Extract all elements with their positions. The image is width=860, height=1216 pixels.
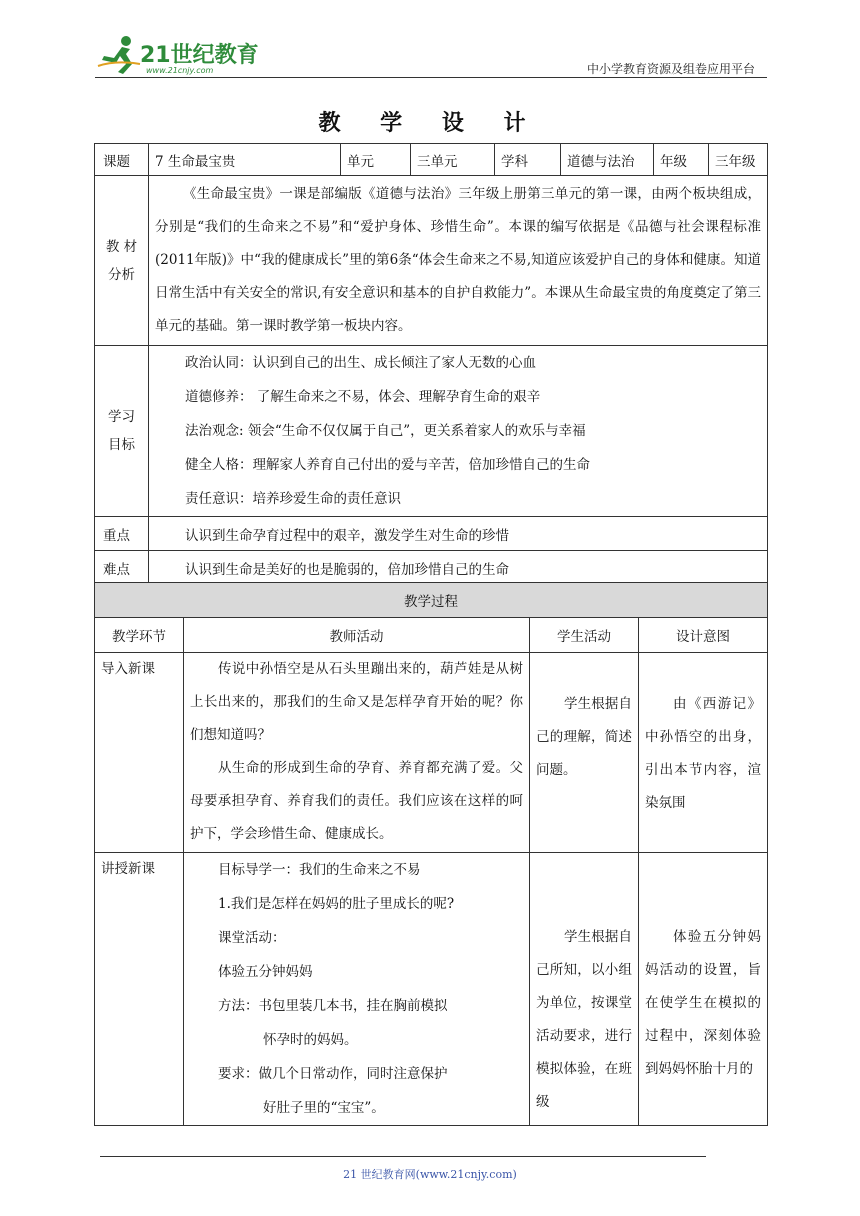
unit-label: 单元 [341,144,411,176]
student-intro: 学生根据自己的理解，简述问题。 [530,653,639,853]
teacher-intro: 传说中孙悟空是从石头里蹦出来的，葫芦娃是从树上长出来的，那我们的生命又是怎样孕育开始的呢？你们想知道吗？ 从生命的形成到生命的孕育、养育都充满了爱。父母要承担孕育、养育我们的责任。我们应该在这样的呵护下，学会珍惜生命、健康成长。 [184,653,530,853]
grade-value: 三年级 [709,144,768,176]
lesson-info-table [94,143,768,585]
subject-value: 道德与法治 [561,144,654,176]
col-stage-header: 教学环节 [95,618,184,653]
platform-name: 中小学教育资源及组卷应用平台 [586,62,755,76]
page-title: 教 学 设 计 [318,110,542,136]
analysis-text: 《生命最宝贵》一课是部编版《道德与法治》三年级上册第三单元的第一课，由两个板块组成，分别是“我们的生命来之不易”和“爱护身体、珍惜生命”。本课的编写依据是《品德与社会课程标准(2011年版)》中“我的健康成长”里的第6条“体会生命来之不易,知道应该爱护自己的身体和健康。知道日常生活中有关安全的常识,有安全意识和基本的自护自救能力”。本课从生命最宝贵的角度奠定了第三单元的基础。第一课时教学第一板块内容。 [149,176,768,346]
logo-text: 21世纪教育 [140,43,259,68]
lesson-value: 7 生命最宝贵 [149,144,341,176]
footer-text: 21 世纪教育网(www.21cnjy.com) [343,1168,517,1181]
analysis-label: 教 材 分析 [95,176,149,346]
key-point-text: 认识到生命孕育过程中的艰辛，激发学生对生命的珍惜 [149,517,768,551]
difficulty-text: 认识到生命是美好的也是脆弱的，倍加珍惜自己的生命 [149,551,768,585]
design-new: 体验五分钟妈妈活动的设置，旨在使学生在模拟的过程中，深刻体验到妈妈怀胎十月的 [639,853,768,1126]
student-new: 学生根据自己所知，以小组为单位，按课堂活动要求，进行模拟体验，在班级 [530,853,639,1126]
runner-logo-icon [96,34,142,74]
goal-item: 健全人格：理解家人养育自己付出的爱与辛苦，倍加珍惜自己的生命 [185,457,590,473]
goal-item: 政治认同：认识到自己的出生、成长倾注了家人无数的心血 [185,355,536,371]
key-point-label: 重点 [95,517,149,551]
subject-label: 学科 [495,144,561,176]
footer-divider [100,1156,706,1157]
unit-value: 三单元 [411,144,495,176]
goal-item: 责任意识：培养珍爱生命的责任意识 [185,491,401,507]
col-student-header: 学生活动 [530,618,639,653]
process-title: 教学过程 [95,583,768,618]
goals-list [149,346,768,517]
grade-label: 年级 [654,144,709,176]
logo-url: www.21cnjy.com [146,66,214,75]
stage-intro: 导入新课 [95,653,184,853]
teaching-process-table [94,582,768,1126]
header-divider [95,77,767,78]
stage-new: 讲授新课 [95,853,184,1126]
teacher-new: 目标导学一：我们的生命来之不易 1.我们是怎样在妈妈的肚子里成长的呢? 课堂活动： 体验五分钟妈妈 方法：书包里装几本书，挂在胸前模拟 怀孕时的妈妈。 要求：做几个日常动作，同时注意保护 好肚子里的“宝宝”。 [184,853,530,1126]
design-intro: 由《西游记》中孙悟空的出身，引出本节内容，渲染氛围 [639,653,768,853]
goal-item: 法治观念: 领会“生命不仅仅属于自己”，更关系着家人的欢乐与幸福 [185,423,586,439]
difficulty-label: 难点 [95,551,149,585]
goals-label: 学习 目标 [95,346,149,517]
col-design-header: 设计意图 [639,618,768,653]
goal-item: 道德修养： 了解生命来之不易，体会、理解孕育生命的艰辛 [185,389,541,405]
lesson-label: 课题 [95,144,149,176]
col-teacher-header: 教师活动 [184,618,530,653]
